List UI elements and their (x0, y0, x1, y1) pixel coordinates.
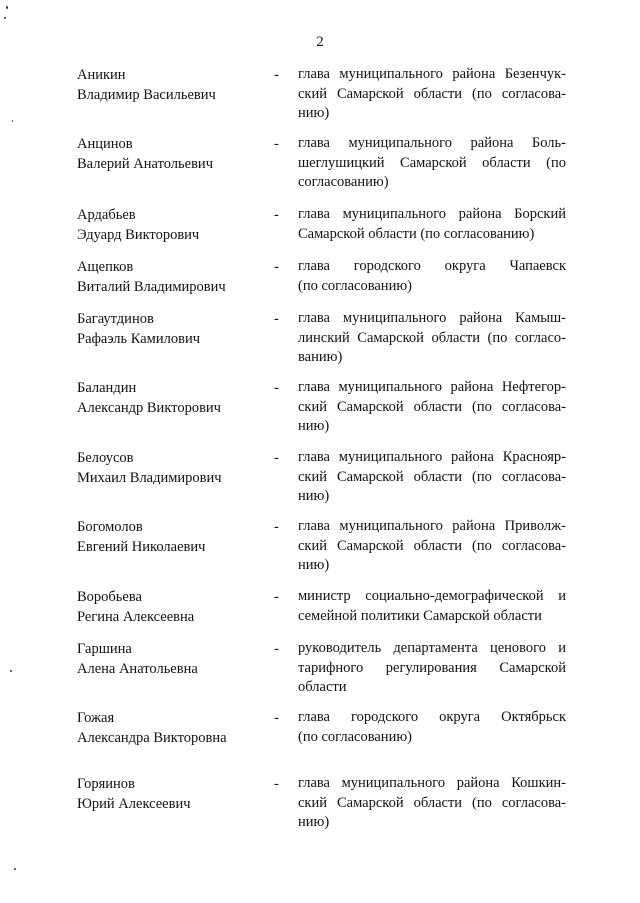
given-names: Виталий Владимирович (77, 279, 226, 295)
position-line: ский Самарской области (по согласова- (298, 468, 566, 485)
dash-separator: - (274, 259, 279, 275)
position-line: глава городского округа Октябрьск (298, 709, 566, 725)
person-name (77, 774, 267, 814)
position-line: руководитель департамента ценового и (298, 640, 566, 656)
person-name (77, 134, 267, 174)
dash-separator: - (274, 207, 279, 223)
surname: Ащепков (77, 259, 134, 275)
position-line: глава муниципального района Камыш- (298, 310, 566, 326)
position-text (298, 378, 566, 437)
dash-separator: - (274, 641, 279, 657)
position-text (298, 639, 566, 698)
position-text (298, 517, 566, 576)
given-names: Юрий Алексеевич (77, 796, 191, 812)
given-names: Михаил Владимирович (77, 470, 222, 486)
position-line: глава муниципального района Боль- (298, 135, 566, 151)
person-name (77, 448, 267, 488)
given-names: Регина Алексеевна (77, 609, 195, 625)
position-line: глава муниципального района Кошкин- (298, 775, 566, 791)
position-line: линский Самарской области (по согласо- (298, 329, 566, 346)
surname: Аникин (77, 67, 126, 83)
surname: Горяинов (77, 776, 135, 792)
given-names: Алена Анатольевна (77, 661, 198, 677)
position-line: глава муниципального района Борский (298, 206, 566, 222)
scan-speck (6, 6, 8, 9)
dash-separator: - (274, 311, 279, 327)
dash-separator: - (274, 450, 279, 466)
given-names: Рафаэль Камилович (77, 331, 201, 347)
position-line: глава городского округа Чапаевск (298, 258, 566, 274)
position-line: (по согласованию) (298, 277, 412, 294)
person-name (77, 205, 267, 245)
scan-speck (12, 120, 13, 122)
position-text (298, 774, 566, 833)
position-line: нию) (298, 814, 330, 830)
given-names: Евгений Николаевич (77, 539, 206, 555)
position-text (298, 708, 566, 747)
dash-separator: - (274, 589, 279, 605)
surname: Гаршина (77, 641, 132, 657)
surname: Анцинов (77, 136, 133, 152)
position-text (298, 205, 566, 244)
given-names: Александра Викторовна (77, 730, 227, 746)
position-line: нию) (298, 418, 330, 434)
surname: Гожая (77, 710, 115, 726)
position-line: ский Самарской области (по согласова- (298, 85, 566, 102)
page-number: 2 (316, 34, 324, 50)
person-name (77, 65, 267, 105)
position-line: семейной политики Самарской области (298, 607, 542, 624)
position-text (298, 448, 566, 507)
position-line: ванию) (298, 349, 343, 365)
dash-separator: - (274, 67, 279, 83)
given-names: Эдуард Викторович (77, 227, 200, 243)
person-name (77, 257, 267, 297)
position-line: тарифного регулирования Самарской (298, 659, 566, 676)
position-line: шеглушицкий Самарской области (по (298, 154, 566, 171)
given-names: Владимир Васильевич (77, 87, 216, 103)
person-name (77, 517, 267, 557)
surname: Богомолов (77, 519, 143, 535)
position-text (298, 587, 566, 626)
position-line: Самарской области (по согласованию) (298, 225, 535, 242)
position-line: нию) (298, 105, 330, 121)
position-line: нию) (298, 488, 330, 504)
position-line: ский Самарской области (по согласова- (298, 537, 566, 554)
dash-separator: - (274, 710, 279, 726)
position-text (298, 65, 566, 124)
position-line: согласованию) (298, 174, 389, 190)
surname: Воробьева (77, 589, 142, 605)
position-text (298, 309, 566, 368)
dash-separator: - (274, 136, 279, 152)
surname: Багаутдинов (77, 311, 154, 327)
person-name (77, 309, 267, 349)
position-line: области (298, 679, 347, 695)
surname: Баландин (77, 380, 137, 396)
dash-separator: - (274, 380, 279, 396)
given-names: Валерий Анатольевич (77, 156, 213, 172)
dash-separator: - (274, 519, 279, 535)
position-text (298, 134, 566, 193)
position-line: (по согласованию) (298, 728, 412, 745)
position-line: министр социально-демографической и (298, 588, 566, 604)
surname: Ардабьев (77, 207, 136, 223)
position-line: ский Самарской области (по согласова- (298, 794, 566, 811)
person-name (77, 708, 267, 748)
person-name (77, 587, 267, 627)
person-name (77, 378, 267, 418)
scan-speck (14, 868, 16, 870)
position-line: глава муниципального района Безенчук- (298, 66, 566, 82)
surname: Белоусов (77, 450, 134, 466)
position-line: ский Самарской области (по согласова- (298, 398, 566, 415)
scan-speck (4, 17, 6, 19)
position-line: нию) (298, 557, 330, 573)
dash-separator: - (274, 776, 279, 792)
position-line: глава муниципального района Краснояр- (298, 449, 566, 465)
person-name (77, 639, 267, 679)
position-line: глава муниципального района Приволж- (298, 518, 566, 534)
position-line: глава муниципального района Нефтегор- (298, 379, 566, 395)
given-names: Александр Викторович (77, 400, 221, 416)
position-text (298, 257, 566, 296)
scan-speck (10, 670, 12, 672)
